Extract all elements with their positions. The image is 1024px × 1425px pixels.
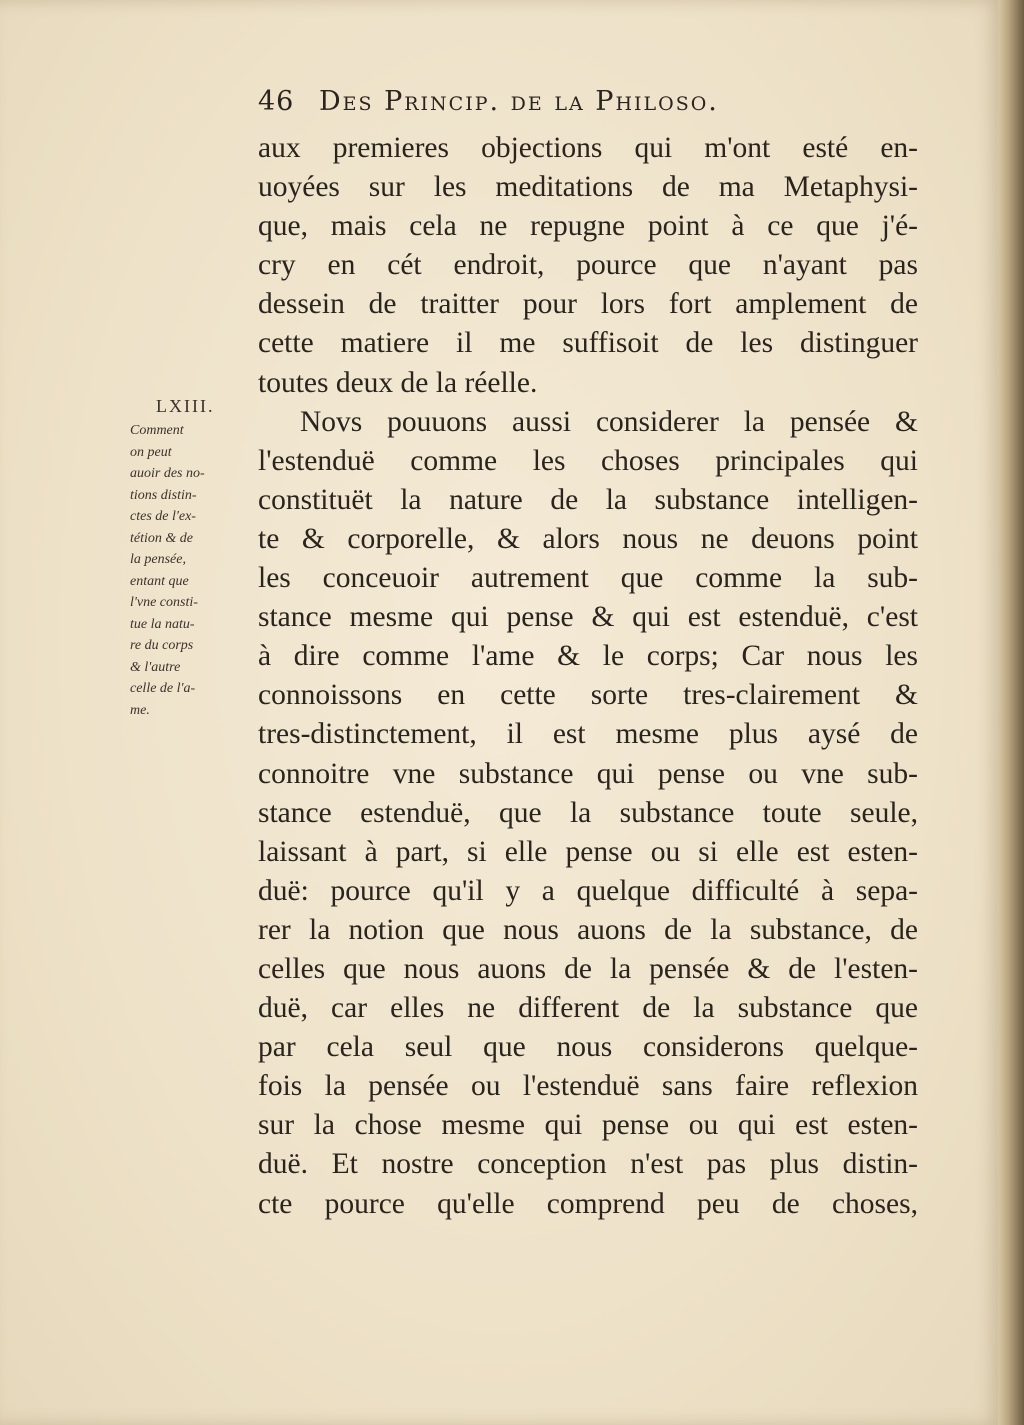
text-line: duë: pource qu'il y a quelque difficulté à sepa- bbox=[258, 874, 918, 907]
margin-note-line: tue la natu- bbox=[130, 616, 195, 632]
text-line: te & corporelle, & alors nous ne deuons point bbox=[258, 522, 918, 555]
margin-note bbox=[130, 396, 245, 721]
margin-note-line: tétion & de bbox=[130, 530, 193, 546]
paragraph-start-line: Novs pouuons aussi considerer la pensée & bbox=[300, 405, 918, 438]
text-line: tres-distinctement, il est mesme plus aysé de bbox=[258, 718, 918, 751]
text-line: uoyées sur les meditations de ma Metaphysi- bbox=[258, 171, 918, 204]
margin-note-line: on peut bbox=[130, 444, 172, 460]
text-line: rer la notion que nous auons de la substance, de bbox=[258, 913, 918, 946]
text-line: laissant à part, si elle pense ou si elle est esten- bbox=[258, 835, 918, 868]
text-line: que, mais cela ne repugne point à ce que j'é- bbox=[258, 210, 918, 243]
body-text bbox=[258, 129, 918, 1224]
margin-note-line: entant que bbox=[130, 573, 189, 589]
margin-note-line: & l'autre bbox=[130, 659, 181, 675]
text-line: dessein de traitter pour lors fort amplement de bbox=[258, 288, 918, 321]
running-header bbox=[258, 86, 898, 126]
margin-note-line: celle de l'a- bbox=[130, 681, 196, 696]
text-line: duë, car elles ne different de la substance que bbox=[258, 992, 918, 1025]
text-line: toutes deux de la réelle. bbox=[258, 366, 538, 399]
text-line: connoitre vne substance qui pense ou vne sub- bbox=[258, 757, 918, 790]
text-line: stance mesme qui pense & qui est estenduë, c'est bbox=[258, 601, 918, 634]
text-line: fois la pensée ou l'estenduë sans faire reflexion bbox=[258, 1070, 918, 1103]
margin-note-line: ctes de l'ex- bbox=[130, 509, 196, 524]
text-line: constituët la nature de la substance intelligen- bbox=[258, 483, 918, 516]
margin-note-line: re du corps bbox=[130, 638, 194, 653]
text-line: par cela seul que nous considerons quelque- bbox=[258, 1031, 918, 1064]
text-line: cte pource qu'elle comprend peu de choses, bbox=[258, 1187, 918, 1220]
text-line: celles que nous auons de la pensée & de l'esten- bbox=[258, 952, 918, 985]
page-number: 46 bbox=[258, 86, 295, 117]
margin-note-line: la pensée, bbox=[130, 552, 186, 567]
text-line: cry en cét endroit, pource que n'ayant pas bbox=[258, 249, 918, 282]
text-line: sur la chose mesme qui pense ou qui est esten- bbox=[258, 1109, 918, 1142]
text-line: l'estenduë comme les choses principales qui bbox=[258, 444, 918, 477]
text-line: aux premieres objections qui m'ont esté en- bbox=[258, 132, 918, 164]
text-line: duë. Et nostre conception n'est pas plus distin- bbox=[258, 1148, 918, 1181]
text-line: cette matiere il me suffisoit de les distinguer bbox=[258, 327, 918, 360]
text-line: les conceuoir autrement que comme la sub- bbox=[258, 562, 918, 595]
margin-note-line: Comment bbox=[130, 423, 184, 438]
text-line: à dire comme l'ame & le corps; Car nous les bbox=[258, 640, 918, 673]
margin-note-line: me. bbox=[130, 702, 150, 718]
margin-note-line: l'vne consti- bbox=[130, 595, 198, 610]
margin-note-heading: LXIII. bbox=[156, 396, 215, 416]
page-edge bbox=[998, 0, 1024, 1425]
margin-note-line: auoir des no- bbox=[130, 466, 205, 481]
text-line: connoissons en cette sorte tres-clairement & bbox=[258, 679, 918, 712]
text-line: stance estenduë, que la substance toute seule, bbox=[258, 796, 918, 829]
margin-note-line: tions distin- bbox=[130, 487, 197, 503]
running-title: Des Princip. de la Philoso. bbox=[318, 86, 719, 117]
